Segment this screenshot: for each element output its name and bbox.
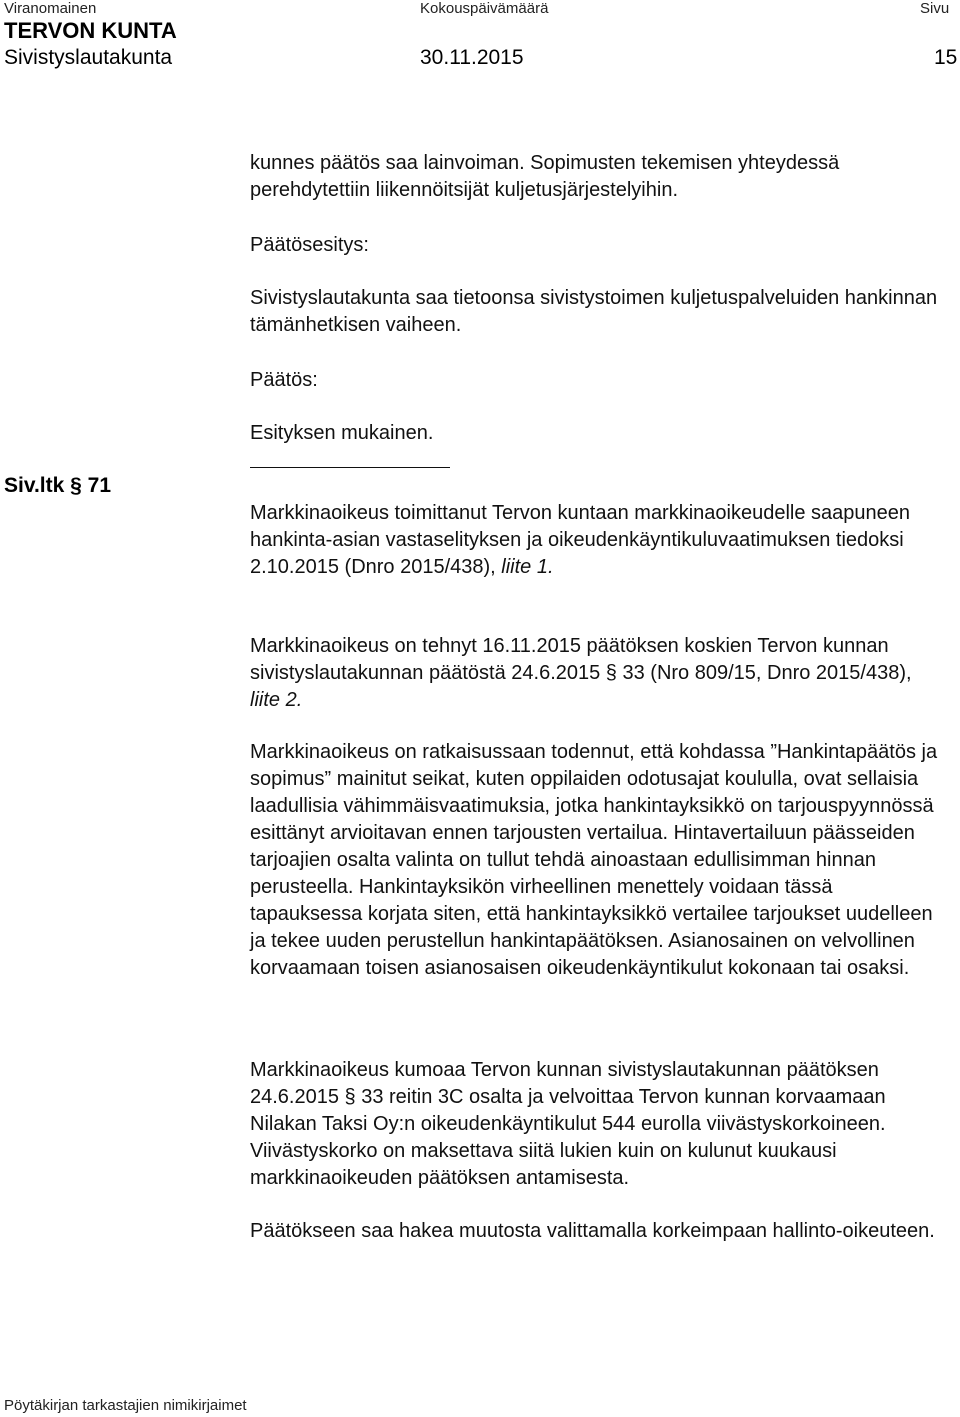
proposal-text-block [250, 285, 940, 339]
organization-name: TERVON KUNTA [4, 18, 177, 43]
proposal-heading-block [250, 232, 940, 259]
proposal-heading: Päätösesitys: [250, 234, 369, 256]
separator-line [250, 467, 450, 468]
paragraph-court-decision [250, 633, 940, 714]
header-authority-label: Viranomainen [4, 0, 97, 17]
section-label: Siv.ltk § 71 [4, 474, 112, 497]
paragraph-notification [250, 500, 940, 581]
decision-heading: Päätös: [250, 369, 318, 391]
proposal-text: Sivistyslautakunta saa tietoonsa sivistystoimen kuljetuspalveluiden hankinnan tämänhetkisen vaiheen. [250, 287, 938, 336]
header-page-label: Sivu [920, 0, 950, 17]
authority-name: Sivistyslautakunta [4, 46, 173, 69]
header-date-label: Kokouspäivämäärä [420, 0, 549, 17]
paragraph-continuation [250, 150, 940, 204]
decision-text: Esityksen mukainen. [250, 422, 434, 444]
paragraph-court-reasoning [250, 739, 940, 982]
appeal-text: Päätökseen saa hakea muutosta valittamalla korkeimpaan hallinto-oikeuteen. [250, 1220, 935, 1242]
signatures-label: Pöytäkirjan tarkastajien nimikirjaimet [4, 1397, 247, 1414]
decision-heading-block [250, 367, 940, 394]
court-decision-text: Markkinaoikeus on tehnyt 16.11.2015 päätöksen koskien Tervon kunnan sivistyslautakunnan päätöstä 24.6.2015 § 33 (Nro 809/15, Dnro 2015/438), [250, 635, 912, 684]
page-number: 15 [934, 46, 958, 69]
paragraph-appeal [250, 1218, 940, 1245]
court-ruling-text: Markkinaoikeus kumoaa Tervon kunnan sivistyslautakunnan päätöksen 24.6.2015 § 33 reitin 3C osalta ja velvoittaa Tervon kunnan korvaamaan Nilakan Taksi Oy:n oikeudenkäyntikulut 544 eurolla viivästyskorkoineen. Viivästyskorko on maksettava siitä lukien kuin on kulunut kuukausi markkinaoikeuden päätöksen antamisesta. [250, 1059, 886, 1189]
attachment-ref-1: liite 1. [501, 556, 554, 578]
attachment-ref-2: liite 2. [250, 689, 303, 711]
notification-text: Markkinaoikeus toimittanut Tervon kuntaan markkinaoikeudelle saapuneen hankinta-asian vastaselityksen ja oikeudenkäyntikuluvaatimuksen tiedoksi 2.10.2015 (Dnro 2015/438), [250, 502, 911, 578]
meeting-date: 30.11.2015 [420, 46, 524, 69]
decision-text-block [250, 420, 940, 447]
paragraph-text: kunnes päätös saa lainvoiman. Sopimusten tekemisen yhteydessä perehdytettiin liikennöitsijät kuljetusjärjestelyihin. [250, 152, 840, 201]
court-reasoning-text: Markkinaoikeus on ratkaisussaan todennut, että kohdassa ”Hankintapäätös ja sopimus” mainitut seikat, kuten oppilaiden odotusajat koululla, ovat sellaisia laadullisia vähimmäisvaatimuksia, jotka hankintayksikkö on tarjouspyynnössä esittänyt arvioitavan ennen tarjousten vertailua. Hintavertailuun päässeiden tarjoajien osalta valinta on tullut tehdä ainoastaan edullisimman hinnan perusteella. Hankintayksikön virheellinen menettely voidaan tässä tapauksessa korjata siten, että hankintayksikkö vertailee tarjoukset uudelleen ja tekee uuden perustellun hankintapäätöksen. Asianosainen on velvollinen korvaamaan toisen asianosaisen oikeudenkäyntikulut kokonaan tai osaksi. [250, 741, 938, 979]
paragraph-court-ruling [250, 1057, 940, 1192]
